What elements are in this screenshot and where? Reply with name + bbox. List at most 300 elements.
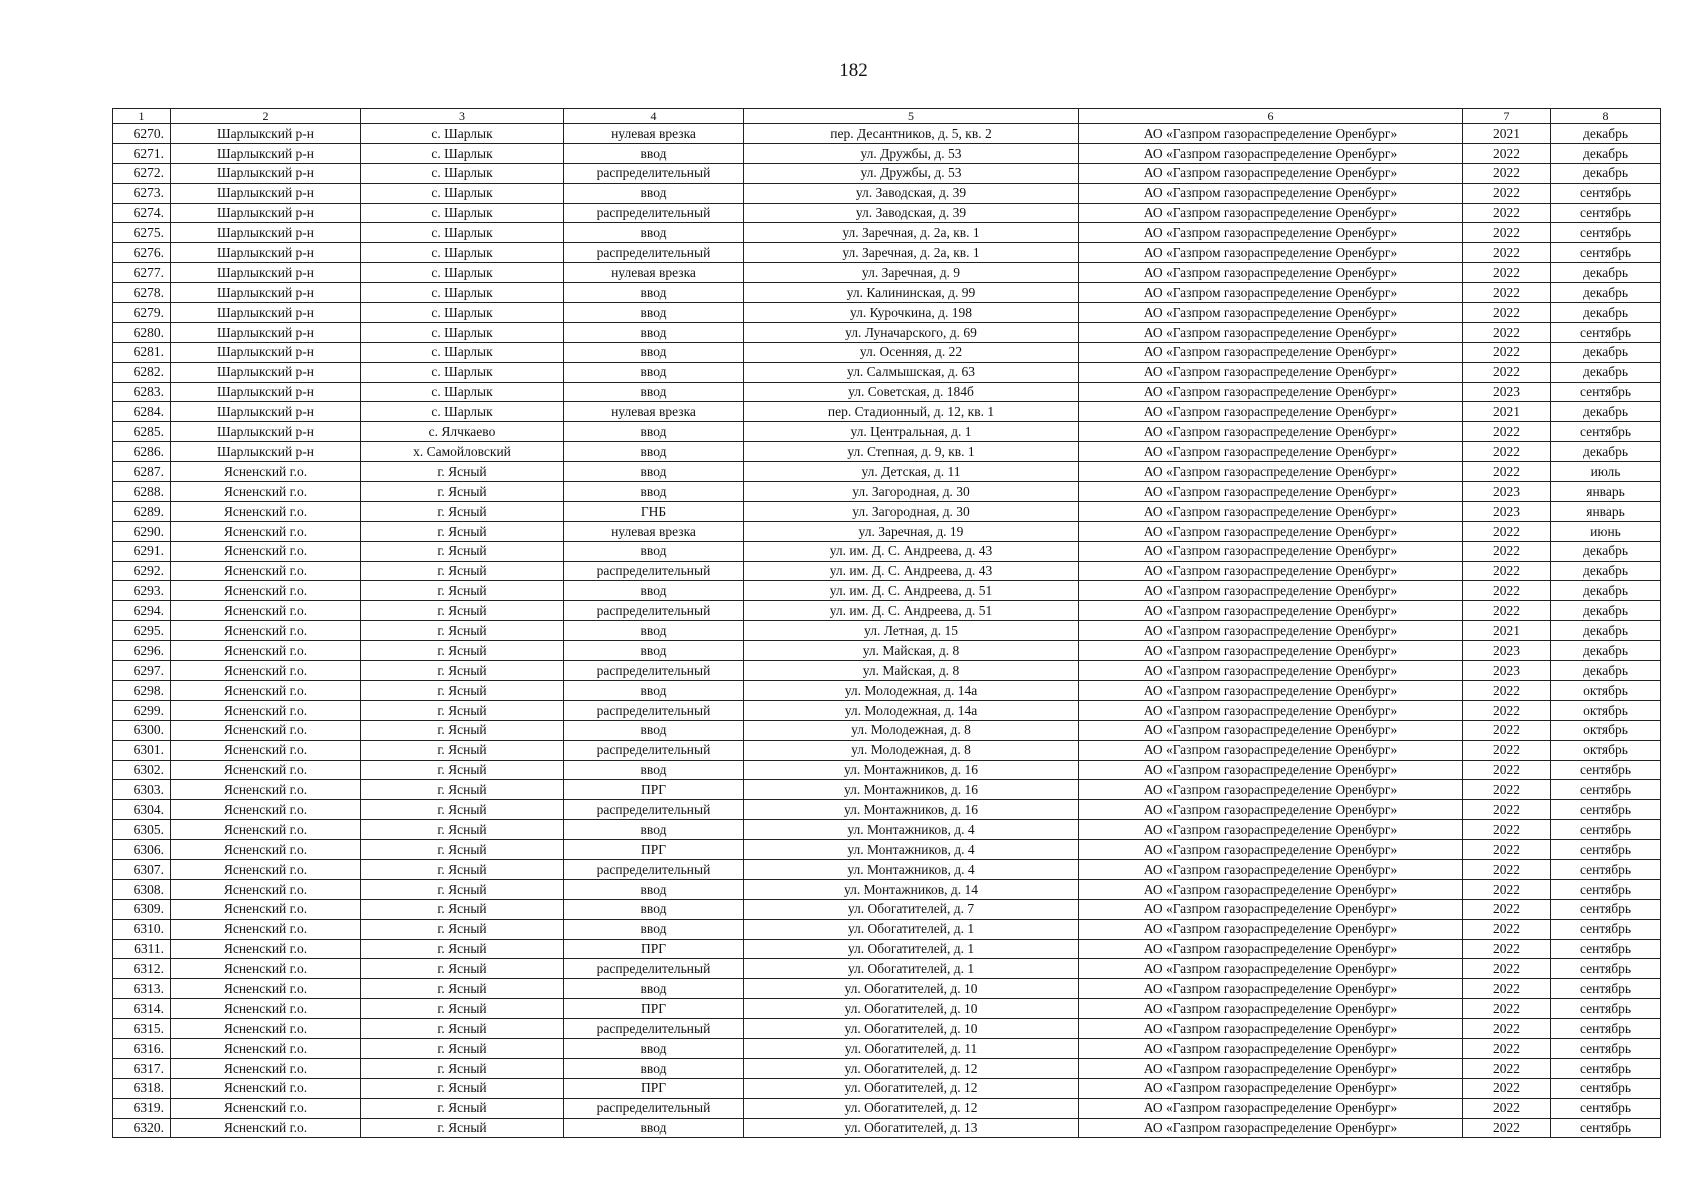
organization-cell: АО «Газпром газораспределение Оренбург» (1079, 303, 1463, 323)
district-cell: Шарлыкский р-н (171, 442, 361, 462)
settlement-cell: с. Шарлык (361, 163, 564, 183)
settlement-cell: с. Шарлык (361, 183, 564, 203)
row-number-cell: 6288. (113, 482, 171, 502)
district-cell: Ясненский г.о. (171, 1078, 361, 1098)
work-type-cell: ввод (564, 680, 744, 700)
year-cell: 2022 (1463, 720, 1551, 740)
month-cell: декабрь (1551, 143, 1661, 163)
year-cell: 2022 (1463, 581, 1551, 601)
organization-cell: АО «Газпром газораспределение Оренбург» (1079, 163, 1463, 183)
year-cell: 2022 (1463, 899, 1551, 919)
settlement-cell: г. Ясный (361, 820, 564, 840)
work-type-cell: распределительный (564, 800, 744, 820)
month-cell: декабрь (1551, 641, 1661, 661)
year-cell: 2021 (1463, 621, 1551, 641)
row-number-cell: 6272. (113, 163, 171, 183)
row-number-cell: 6302. (113, 760, 171, 780)
row-number-cell: 6299. (113, 700, 171, 720)
row-number-cell: 6273. (113, 183, 171, 203)
address-cell: пер. Десантников, д. 5, кв. 2 (744, 124, 1079, 144)
settlement-cell: г. Ясный (361, 541, 564, 561)
district-cell: Ясненский г.о. (171, 501, 361, 521)
row-number-cell: 6281. (113, 342, 171, 362)
row-number-cell: 6290. (113, 521, 171, 541)
address-cell: ул. Летная, д. 15 (744, 621, 1079, 641)
year-cell: 2022 (1463, 322, 1551, 342)
address-cell: ул. Обогатителей, д. 11 (744, 1038, 1079, 1058)
district-cell: Ясненский г.о. (171, 720, 361, 740)
table-row (113, 820, 1661, 840)
address-cell: ул. Центральная, д. 1 (744, 422, 1079, 442)
year-cell: 2022 (1463, 959, 1551, 979)
work-type-cell: нулевая врезка (564, 263, 744, 283)
year-cell: 2022 (1463, 1058, 1551, 1078)
year-cell: 2022 (1463, 680, 1551, 700)
month-cell: декабрь (1551, 561, 1661, 581)
work-type-cell: распределительный (564, 243, 744, 263)
work-type-cell: ПРГ (564, 939, 744, 959)
work-type-cell: ввод (564, 899, 744, 919)
organization-cell: АО «Газпром газораспределение Оренбург» (1079, 840, 1463, 860)
table-row (113, 680, 1661, 700)
address-cell: ул. Заречная, д. 2а, кв. 1 (744, 223, 1079, 243)
settlement-cell: г. Ясный (361, 720, 564, 740)
district-cell: Ясненский г.о. (171, 939, 361, 959)
year-cell: 2022 (1463, 800, 1551, 820)
year-cell: 2023 (1463, 661, 1551, 681)
organization-cell: АО «Газпром газораспределение Оренбург» (1079, 124, 1463, 144)
table-row (113, 203, 1661, 223)
settlement-cell: с. Шарлык (361, 283, 564, 303)
year-cell: 2022 (1463, 919, 1551, 939)
settlement-cell: с. Шарлык (361, 402, 564, 422)
row-number-cell: 6291. (113, 541, 171, 561)
settlement-cell: с. Шарлык (361, 243, 564, 263)
year-cell: 2022 (1463, 422, 1551, 442)
month-cell: декабрь (1551, 661, 1661, 681)
year-cell: 2022 (1463, 462, 1551, 482)
address-cell: ул. Заводская, д. 39 (744, 203, 1079, 223)
organization-cell: АО «Газпром газораспределение Оренбург» (1079, 800, 1463, 820)
district-cell: Ясненский г.о. (171, 661, 361, 681)
work-type-cell: распределительный (564, 601, 744, 621)
table-row (113, 780, 1661, 800)
district-cell: Шарлыкский р-н (171, 203, 361, 223)
organization-cell: АО «Газпром газораспределение Оренбург» (1079, 482, 1463, 502)
table-row (113, 1019, 1661, 1039)
month-cell: сентябрь (1551, 223, 1661, 243)
address-cell: ул. Монтажников, д. 4 (744, 820, 1079, 840)
address-cell: ул. Обогатителей, д. 10 (744, 999, 1079, 1019)
row-number-cell: 6312. (113, 959, 171, 979)
month-cell: декабрь (1551, 601, 1661, 621)
table-row (113, 1078, 1661, 1098)
month-cell: октябрь (1551, 740, 1661, 760)
district-cell: Ясненский г.о. (171, 979, 361, 999)
year-cell: 2022 (1463, 203, 1551, 223)
work-type-cell: ввод (564, 820, 744, 840)
month-cell: сентябрь (1551, 820, 1661, 840)
address-cell: ул. Обогатителей, д. 1 (744, 959, 1079, 979)
district-cell: Ясненский г.о. (171, 700, 361, 720)
organization-cell: АО «Газпром газораспределение Оренбург» (1079, 939, 1463, 959)
address-cell: ул. Дружбы, д. 53 (744, 163, 1079, 183)
organization-cell: АО «Газпром газораспределение Оренбург» (1079, 621, 1463, 641)
row-number-cell: 6303. (113, 780, 171, 800)
work-type-cell: ввод (564, 143, 744, 163)
row-number-cell: 6296. (113, 641, 171, 661)
district-cell: Шарлыкский р-н (171, 163, 361, 183)
month-cell: сентябрь (1551, 183, 1661, 203)
row-number-cell: 6319. (113, 1098, 171, 1118)
month-cell: сентябрь (1551, 382, 1661, 402)
table-row (113, 501, 1661, 521)
month-cell: декабрь (1551, 362, 1661, 382)
settlement-cell: г. Ясный (361, 1098, 564, 1118)
work-type-cell: распределительный (564, 700, 744, 720)
month-cell: сентябрь (1551, 859, 1661, 879)
address-cell: ул. Заречная, д. 19 (744, 521, 1079, 541)
work-type-cell: распределительный (564, 1098, 744, 1118)
district-cell: Ясненский г.о. (171, 1118, 361, 1138)
year-cell: 2022 (1463, 1078, 1551, 1098)
work-type-cell: ввод (564, 223, 744, 243)
year-cell: 2022 (1463, 740, 1551, 760)
settlement-cell: с. Шарлык (361, 362, 564, 382)
table-row (113, 899, 1661, 919)
work-type-cell: ПРГ (564, 780, 744, 800)
district-cell: Шарлыкский р-н (171, 283, 361, 303)
month-cell: сентябрь (1551, 203, 1661, 223)
work-type-cell: ввод (564, 342, 744, 362)
year-cell: 2022 (1463, 183, 1551, 203)
work-type-cell: распределительный (564, 740, 744, 760)
month-cell: сентябрь (1551, 322, 1661, 342)
organization-cell: АО «Газпром газораспределение Оренбург» (1079, 541, 1463, 561)
page-number: 182 (839, 60, 868, 81)
work-type-cell: ввод (564, 1058, 744, 1078)
row-number-cell: 6284. (113, 402, 171, 422)
row-number-cell: 6280. (113, 322, 171, 342)
district-cell: Ясненский г.о. (171, 760, 361, 780)
address-cell: ул. Обогатителей, д. 10 (744, 979, 1079, 999)
month-cell: июнь (1551, 521, 1661, 541)
organization-cell: АО «Газпром газораспределение Оренбург» (1079, 223, 1463, 243)
table-row (113, 303, 1661, 323)
settlement-cell: г. Ясный (361, 621, 564, 641)
district-cell: Ясненский г.о. (171, 780, 361, 800)
work-type-cell: нулевая врезка (564, 402, 744, 422)
address-cell: ул. Монтажников, д. 4 (744, 859, 1079, 879)
organization-cell: АО «Газпром газораспределение Оренбург» (1079, 1019, 1463, 1039)
district-cell: Ясненский г.о. (171, 820, 361, 840)
month-cell: сентябрь (1551, 899, 1661, 919)
month-cell: январь (1551, 501, 1661, 521)
settlement-cell: г. Ясный (361, 680, 564, 700)
table-row (113, 124, 1661, 144)
work-type-cell: ввод (564, 641, 744, 661)
settlement-cell: г. Ясный (361, 879, 564, 899)
settlement-cell: г. Ясный (361, 959, 564, 979)
settlement-cell: г. Ясный (361, 641, 564, 661)
district-cell: Ясненский г.о. (171, 740, 361, 760)
table-row (113, 362, 1661, 382)
row-number-cell: 6313. (113, 979, 171, 999)
table-row (113, 999, 1661, 1019)
organization-cell: АО «Газпром газораспределение Оренбург» (1079, 1038, 1463, 1058)
column-header: 7 (1463, 109, 1551, 124)
year-cell: 2023 (1463, 482, 1551, 502)
year-cell: 2022 (1463, 760, 1551, 780)
organization-cell: АО «Газпром газораспределение Оренбург» (1079, 700, 1463, 720)
organization-cell: АО «Газпром газораспределение Оренбург» (1079, 462, 1463, 482)
address-cell: ул. Обогатителей, д. 7 (744, 899, 1079, 919)
year-cell: 2021 (1463, 402, 1551, 422)
month-cell: декабрь (1551, 124, 1661, 144)
year-cell: 2022 (1463, 442, 1551, 462)
row-number-cell: 6279. (113, 303, 171, 323)
month-cell: декабрь (1551, 621, 1661, 641)
address-cell: ул. Обогатителей, д. 1 (744, 939, 1079, 959)
year-cell: 2022 (1463, 362, 1551, 382)
address-cell: ул. им. Д. С. Андреева, д. 43 (744, 541, 1079, 561)
district-cell: Ясненский г.о. (171, 482, 361, 502)
work-type-cell: ввод (564, 720, 744, 740)
year-cell: 2022 (1463, 521, 1551, 541)
organization-cell: АО «Газпром газораспределение Оренбург» (1079, 680, 1463, 700)
month-cell: сентябрь (1551, 1078, 1661, 1098)
table-row (113, 621, 1661, 641)
organization-cell: АО «Газпром газораспределение Оренбург» (1079, 899, 1463, 919)
work-type-cell: ГНБ (564, 501, 744, 521)
organization-cell: АО «Газпром газораспределение Оренбург» (1079, 501, 1463, 521)
address-cell: ул. Монтажников, д. 16 (744, 760, 1079, 780)
month-cell: сентябрь (1551, 959, 1661, 979)
district-cell: Шарлыкский р-н (171, 382, 361, 402)
year-cell: 2022 (1463, 1098, 1551, 1118)
address-cell: ул. Обогатителей, д. 1 (744, 919, 1079, 939)
settlement-cell: с. Шарлык (361, 124, 564, 144)
district-cell: Шарлыкский р-н (171, 322, 361, 342)
row-number-cell: 6271. (113, 143, 171, 163)
table-row (113, 243, 1661, 263)
month-cell: сентябрь (1551, 780, 1661, 800)
district-cell: Ясненский г.о. (171, 521, 361, 541)
address-cell: ул. Молодежная, д. 14а (744, 700, 1079, 720)
month-cell: декабрь (1551, 303, 1661, 323)
table-row (113, 322, 1661, 342)
organization-cell: АО «Газпром газораспределение Оренбург» (1079, 919, 1463, 939)
work-type-cell: ПРГ (564, 840, 744, 860)
district-cell: Ясненский г.о. (171, 1019, 361, 1039)
month-cell: декабрь (1551, 581, 1661, 601)
year-cell: 2022 (1463, 939, 1551, 959)
gasification-register-table (112, 108, 1661, 1138)
settlement-cell: г. Ясный (361, 581, 564, 601)
row-number-cell: 6275. (113, 223, 171, 243)
address-cell: ул. Луначарского, д. 69 (744, 322, 1079, 342)
month-cell: сентябрь (1551, 1058, 1661, 1078)
organization-cell: АО «Газпром газораспределение Оренбург» (1079, 979, 1463, 999)
row-number-cell: 6300. (113, 720, 171, 740)
table-row (113, 641, 1661, 661)
work-type-cell: распределительный (564, 661, 744, 681)
table-row (113, 760, 1661, 780)
organization-cell: АО «Газпром газораспределение Оренбург» (1079, 780, 1463, 800)
address-cell: ул. Заречная, д. 9 (744, 263, 1079, 283)
row-number-cell: 6314. (113, 999, 171, 1019)
table-body (113, 124, 1661, 1138)
table-row (113, 700, 1661, 720)
organization-cell: АО «Газпром газораспределение Оренбург» (1079, 641, 1463, 661)
organization-cell: АО «Газпром газораспределение Оренбург» (1079, 263, 1463, 283)
address-cell: ул. Монтажников, д. 16 (744, 800, 1079, 820)
organization-cell: АО «Газпром газораспределение Оренбург» (1079, 661, 1463, 681)
work-type-cell: распределительный (564, 1019, 744, 1039)
address-cell: ул. Дружбы, д. 53 (744, 143, 1079, 163)
row-number-cell: 6295. (113, 621, 171, 641)
year-cell: 2022 (1463, 1038, 1551, 1058)
row-number-cell: 6293. (113, 581, 171, 601)
district-cell: Ясненский г.о. (171, 840, 361, 860)
district-cell: Ясненский г.о. (171, 462, 361, 482)
year-cell: 2022 (1463, 243, 1551, 263)
district-cell: Ясненский г.о. (171, 1058, 361, 1078)
work-type-cell: распределительный (564, 203, 744, 223)
district-cell: Ясненский г.о. (171, 1038, 361, 1058)
column-header: 2 (171, 109, 361, 124)
district-cell: Ясненский г.о. (171, 680, 361, 700)
settlement-cell: г. Ясный (361, 899, 564, 919)
address-cell: ул. Загородная, д. 30 (744, 501, 1079, 521)
district-cell: Ясненский г.о. (171, 899, 361, 919)
work-type-cell: ввод (564, 462, 744, 482)
table-row (113, 402, 1661, 422)
row-number-cell: 6308. (113, 879, 171, 899)
organization-cell: АО «Газпром газораспределение Оренбург» (1079, 362, 1463, 382)
settlement-cell: г. Ясный (361, 1078, 564, 1098)
row-number-cell: 6301. (113, 740, 171, 760)
organization-cell: АО «Газпром газораспределение Оренбург» (1079, 1098, 1463, 1118)
row-number-cell: 6287. (113, 462, 171, 482)
organization-cell: АО «Газпром газораспределение Оренбург» (1079, 183, 1463, 203)
organization-cell: АО «Газпром газораспределение Оренбург» (1079, 720, 1463, 740)
month-cell: сентябрь (1551, 1118, 1661, 1138)
work-type-cell: ПРГ (564, 1078, 744, 1098)
work-type-cell: ввод (564, 382, 744, 402)
address-cell: ул. Советская, д. 184б (744, 382, 1079, 402)
row-number-cell: 6283. (113, 382, 171, 402)
address-cell: пер. Стадионный, д. 12, кв. 1 (744, 402, 1079, 422)
address-cell: ул. Молодежная, д. 14а (744, 680, 1079, 700)
district-cell: Шарлыкский р-н (171, 124, 361, 144)
row-number-cell: 6270. (113, 124, 171, 144)
organization-cell: АО «Газпром газораспределение Оренбург» (1079, 859, 1463, 879)
year-cell: 2021 (1463, 124, 1551, 144)
work-type-cell: нулевая врезка (564, 521, 744, 541)
organization-cell: АО «Газпром газораспределение Оренбург» (1079, 143, 1463, 163)
month-cell: июль (1551, 462, 1661, 482)
settlement-cell: г. Ясный (361, 521, 564, 541)
month-cell: декабрь (1551, 342, 1661, 362)
settlement-cell: г. Ясный (361, 561, 564, 581)
table-row (113, 163, 1661, 183)
row-number-cell: 6320. (113, 1118, 171, 1138)
work-type-cell: ввод (564, 581, 744, 601)
row-number-cell: 6292. (113, 561, 171, 581)
address-cell: ул. Молодежная, д. 8 (744, 720, 1079, 740)
organization-cell: АО «Газпром газораспределение Оренбург» (1079, 879, 1463, 899)
work-type-cell: ввод (564, 362, 744, 382)
month-cell: сентябрь (1551, 1019, 1661, 1039)
row-number-cell: 6318. (113, 1078, 171, 1098)
settlement-cell: г. Ясный (361, 919, 564, 939)
table-row (113, 720, 1661, 740)
settlement-cell: с. Шарлык (361, 322, 564, 342)
address-cell: ул. Монтажников, д. 14 (744, 879, 1079, 899)
year-cell: 2022 (1463, 859, 1551, 879)
row-number-cell: 6289. (113, 501, 171, 521)
row-number-cell: 6307. (113, 859, 171, 879)
year-cell: 2022 (1463, 143, 1551, 163)
year-cell: 2022 (1463, 979, 1551, 999)
table-row (113, 561, 1661, 581)
table-row (113, 581, 1661, 601)
organization-cell: АО «Газпром газораспределение Оренбург» (1079, 402, 1463, 422)
work-type-cell: ввод (564, 283, 744, 303)
month-cell: октябрь (1551, 700, 1661, 720)
year-cell: 2022 (1463, 700, 1551, 720)
year-cell: 2022 (1463, 541, 1551, 561)
district-cell: Шарлыкский р-н (171, 263, 361, 283)
work-type-cell: нулевая врезка (564, 124, 744, 144)
month-cell: декабрь (1551, 541, 1661, 561)
settlement-cell: г. Ясный (361, 700, 564, 720)
district-cell: Ясненский г.о. (171, 959, 361, 979)
settlement-cell: г. Ясный (361, 1118, 564, 1138)
work-type-cell: ввод (564, 760, 744, 780)
work-type-cell: распределительный (564, 163, 744, 183)
row-number-cell: 6286. (113, 442, 171, 462)
address-cell: ул. Обогатителей, д. 12 (744, 1058, 1079, 1078)
column-header: 5 (744, 109, 1079, 124)
year-cell: 2022 (1463, 820, 1551, 840)
month-cell: сентябрь (1551, 979, 1661, 999)
month-cell: декабрь (1551, 283, 1661, 303)
address-cell: ул. Осенняя, д. 22 (744, 342, 1079, 362)
table-row (113, 422, 1661, 442)
work-type-cell: ввод (564, 1118, 744, 1138)
organization-cell: АО «Газпром газораспределение Оренбург» (1079, 820, 1463, 840)
year-cell: 2022 (1463, 303, 1551, 323)
table-row (113, 342, 1661, 362)
table-row (113, 959, 1661, 979)
work-type-cell: ввод (564, 482, 744, 502)
organization-cell: АО «Газпром газораспределение Оренбург» (1079, 1058, 1463, 1078)
address-cell: ул. Степная, д. 9, кв. 1 (744, 442, 1079, 462)
month-cell: декабрь (1551, 442, 1661, 462)
address-cell: ул. Загородная, д. 30 (744, 482, 1079, 502)
column-header: 3 (361, 109, 564, 124)
table-row (113, 840, 1661, 860)
table-row (113, 462, 1661, 482)
address-cell: ул. Майская, д. 8 (744, 661, 1079, 681)
year-cell: 2022 (1463, 999, 1551, 1019)
organization-cell: АО «Газпром газораспределение Оренбург» (1079, 760, 1463, 780)
district-cell: Шарлыкский р-н (171, 243, 361, 263)
year-cell: 2022 (1463, 263, 1551, 283)
table-row (113, 442, 1661, 462)
